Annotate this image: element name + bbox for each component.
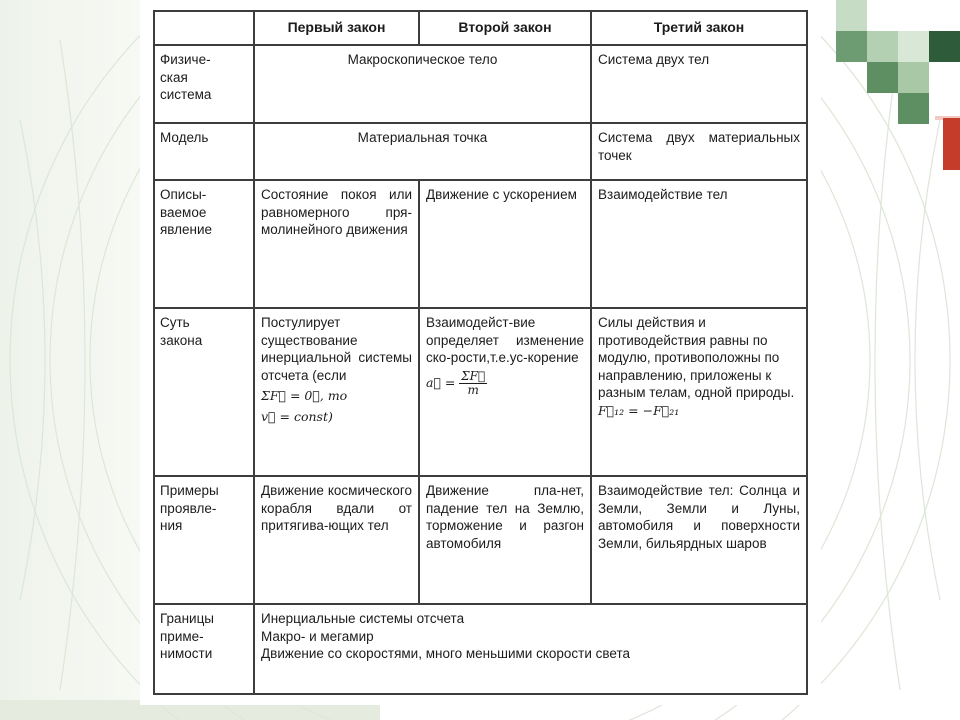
limits-line-3: Движение со скоростями, много меньшими скорости света [261, 646, 630, 661]
cell-model-law3: Система двух материальных точек [591, 123, 807, 180]
essence-law2-text: Взаимодейст-вие определяет изменение ско-рости,т.е.ус-корение [426, 315, 584, 365]
deco-square [867, 62, 898, 93]
header-second-law: Второй закон [419, 11, 591, 45]
acceleration-lhs: a⃗ = [426, 374, 456, 390]
cell-system-law3: Система двух тел [591, 45, 807, 123]
header-first-law: Первый закон [254, 11, 419, 45]
cell-system-laws12: Макроскопическое тело [254, 45, 591, 123]
deco-square [836, 31, 867, 62]
deco-square [898, 31, 929, 62]
cell-examples-law1: Движение космического корабля вдали от притягива-ющих тел [254, 476, 419, 604]
essence-law3-text: Силы действия и противодействия равны по модулю, противоположны по направлению, приложены к разным телам, одной природы. [598, 315, 795, 400]
fraction-denominator: m [467, 382, 479, 397]
table-row [154, 180, 807, 308]
header-third-law: Третий закон [591, 11, 807, 45]
limits-line-1: Инерциальные системы отсчета [261, 611, 465, 626]
table-row [154, 123, 807, 180]
action-reaction-formula: F⃗₁₂ = −F⃗₂₁ [598, 402, 680, 418]
cell-essence-law3 [591, 308, 807, 476]
net-force-zero-formula: ΣF⃗ = 0⃗, то [261, 388, 348, 403]
velocity-const-formula: v⃗ = const) [261, 408, 333, 424]
cell-examples-law3: Взаимодействие тел: Солнца и Земли, Земли и Луны, автомобиля и поверхности Земли, бильярдных шаров [591, 476, 807, 604]
table-row [154, 45, 807, 123]
essence-law1-formula2-wrap [261, 408, 412, 426]
essence-law1-formula [261, 387, 412, 405]
deco-red-bar [943, 118, 960, 170]
cell-essence-law2 [419, 308, 591, 476]
essence-law1-text: Постулирует существование инерциальной системы отсчета (если [261, 315, 412, 383]
row-header-examples: Примеры проявле- ния [154, 476, 254, 604]
fraction-numerator: ΣF⃗ [461, 368, 486, 383]
table-header-row [154, 11, 807, 45]
deco-square [867, 31, 898, 62]
cell-examples-law2: Движение пла-нет, падение тел на Землю, торможение и разгон автомобиля [419, 476, 591, 604]
limits-line-2: Макро- и мегамир [261, 628, 374, 644]
table-row [154, 604, 807, 694]
deco-square [898, 62, 929, 93]
cell-limits [254, 604, 807, 694]
row-header-phenomenon: Описы- ваемое явление [154, 180, 254, 308]
row-header-model: Модель [154, 123, 254, 180]
deco-square [867, 0, 898, 31]
acceleration-fraction [459, 370, 487, 397]
row-header-system: Физиче- ская система [154, 45, 254, 123]
deco-square [898, 93, 929, 124]
cell-phenomenon-law3: Взаимодействие тел [591, 180, 807, 308]
newton-laws-table [153, 10, 808, 695]
cell-phenomenon-law1: Состояние покоя или равномерного пря-молинейного движения [254, 180, 419, 308]
row-header-limits: Границы приме- нимости [154, 604, 254, 694]
header-corner [154, 11, 254, 45]
table-row [154, 476, 807, 604]
cell-essence-law1 [254, 308, 419, 476]
table-row [154, 308, 807, 476]
acceleration-formula [426, 370, 584, 397]
cell-phenomenon-law2: Движение с ускорением [419, 180, 591, 308]
deco-square [836, 0, 867, 31]
row-header-essence: Суть закона [154, 308, 254, 476]
cell-model-laws12: Материальная точка [254, 123, 591, 180]
deco-square [929, 31, 960, 62]
